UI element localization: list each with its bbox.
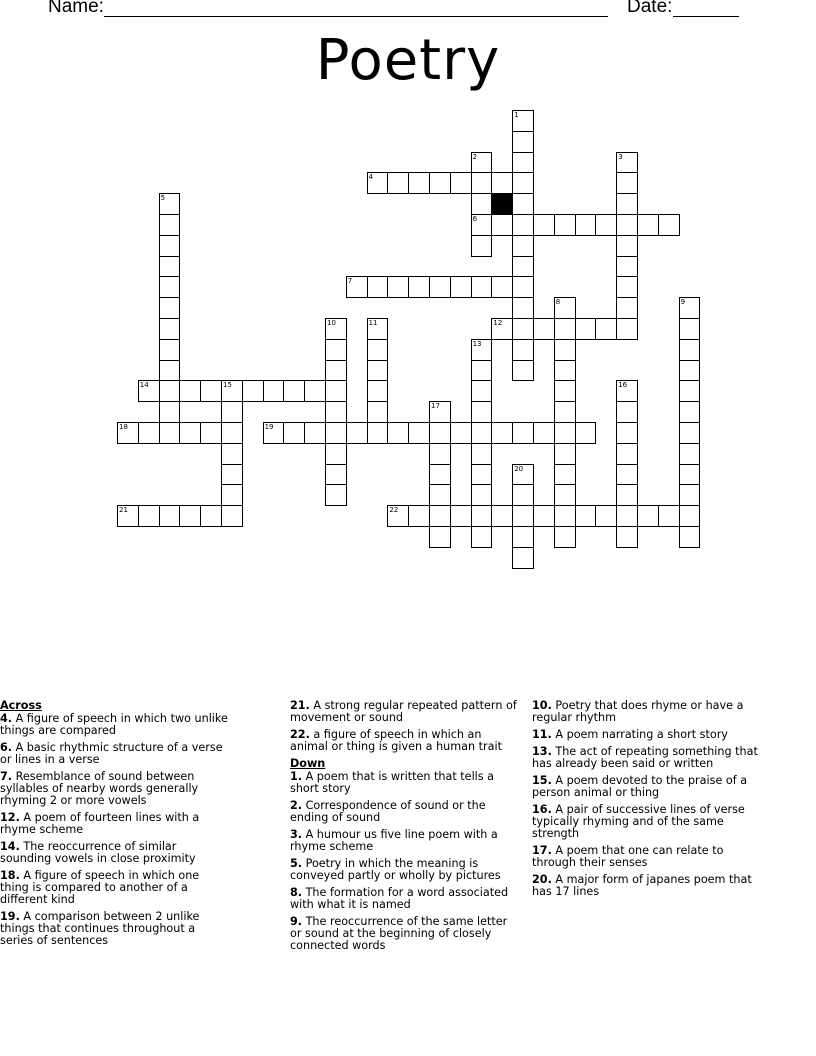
grid-cell[interactable]	[450, 422, 472, 444]
grid-cell[interactable]	[616, 214, 638, 236]
grid-cell[interactable]	[242, 380, 264, 402]
clue-number-label: 22.	[290, 728, 310, 741]
grid-cell[interactable]	[159, 380, 181, 402]
grid-cell[interactable]	[512, 360, 534, 382]
clue-number: 6	[472, 215, 478, 223]
clue-number-label: 17.	[532, 844, 552, 857]
grid-cell[interactable]	[491, 422, 513, 444]
grid-cell[interactable]	[159, 276, 181, 298]
clue-text: A comparison between 2 unlike things that continues throughout a series of sentences	[0, 910, 200, 947]
grid-cell[interactable]	[159, 256, 181, 278]
clue-number-label: 11.	[532, 728, 552, 741]
grid-cell[interactable]	[304, 422, 326, 444]
grid-cell[interactable]	[325, 464, 347, 486]
grid-cell[interactable]	[679, 464, 701, 486]
clue-item	[532, 746, 760, 770]
clue-number-label: 5.	[290, 857, 303, 870]
clue-item	[290, 858, 518, 882]
grid-cell[interactable]	[658, 505, 680, 527]
clue-item	[290, 829, 518, 853]
grid-cell[interactable]	[616, 526, 638, 548]
grid-cell[interactable]	[533, 422, 555, 444]
clue-number: 8	[555, 298, 561, 307]
grid-cell[interactable]	[471, 422, 493, 444]
clue-number-label: 1.	[290, 770, 303, 783]
grid-cell[interactable]	[471, 172, 493, 194]
grid-cell[interactable]	[512, 172, 534, 194]
grid-cell[interactable]	[554, 380, 576, 402]
grid-cell[interactable]	[387, 172, 409, 194]
grid-cell[interactable]	[616, 276, 638, 298]
clue-text: A poem that is written that tells a short story	[290, 770, 495, 795]
clue-number-label: 21.	[290, 699, 310, 712]
clues-column-2	[290, 700, 518, 957]
grid-cell[interactable]	[159, 422, 181, 444]
grid-cell[interactable]	[658, 214, 680, 236]
clue-number: 7	[347, 277, 353, 286]
grid-cell[interactable]	[367, 401, 389, 423]
clue-item	[0, 713, 228, 737]
grid-cell[interactable]	[179, 380, 201, 402]
clue-number: 18	[119, 423, 128, 431]
clue-number-label: 19.	[0, 910, 20, 923]
clue-number: 15	[223, 381, 232, 390]
clue-number-label: 20.	[532, 873, 552, 886]
grid-cell[interactable]	[554, 214, 576, 236]
across-heading: Across	[0, 699, 42, 712]
grid-cell[interactable]	[408, 422, 430, 444]
clues-column-3	[532, 700, 760, 903]
clue-number-label: 12.	[0, 811, 20, 824]
clue-number-label: 8.	[290, 886, 303, 899]
grid-cell[interactable]	[679, 505, 701, 527]
clue-text: A poem of fourteen lines with a rhyme scheme	[0, 811, 200, 836]
clue-number: 13	[472, 339, 482, 348]
grid-cell[interactable]	[221, 443, 243, 465]
clue-item	[290, 771, 518, 795]
grid-cell[interactable]	[616, 193, 638, 215]
grid-cell[interactable]	[679, 401, 701, 423]
clue-number: 12	[493, 319, 503, 327]
clue-text: A humour us five line poem with a rhyme scheme	[290, 828, 498, 853]
clue-number-label: 4.	[0, 712, 13, 725]
clue-number: 16	[618, 381, 628, 390]
grid-cell[interactable]	[554, 505, 576, 527]
grid-cell[interactable]	[679, 360, 701, 382]
grid-cell[interactable]	[616, 256, 638, 278]
clue-number: 14	[139, 381, 149, 390]
grid-cell[interactable]	[512, 214, 534, 236]
grid-cell[interactable]	[325, 484, 347, 506]
clue-number: 20	[514, 464, 524, 473]
grid-cell[interactable]	[575, 422, 597, 444]
grid-cell[interactable]	[595, 318, 617, 340]
grid-cell[interactable]	[554, 443, 576, 465]
clue-number: 19	[264, 423, 274, 431]
grid-cell[interactable]	[491, 276, 513, 298]
grid-cell[interactable]	[512, 339, 534, 361]
grid-cell[interactable]	[554, 360, 576, 382]
page-title: Poetry	[315, 28, 501, 93]
grid-cell[interactable]	[429, 276, 451, 298]
clue-text: The reoccurrence of the same letter or sound at the beginning of closely connected words	[290, 915, 508, 952]
grid-cell[interactable]	[471, 401, 493, 423]
grid-cell[interactable]	[429, 484, 451, 506]
grid-cell[interactable]	[179, 422, 201, 444]
grid-cell[interactable]	[616, 505, 638, 527]
clue-number: 11	[368, 319, 378, 327]
clue-number: 2	[472, 152, 478, 161]
grid-cell[interactable]	[491, 172, 513, 194]
grid-cell[interactable]	[159, 401, 181, 423]
clue-number-label: 9.	[290, 915, 303, 928]
grid-cell[interactable]	[200, 380, 222, 402]
clues-column-1	[0, 700, 228, 952]
grid-cell[interactable]	[595, 214, 617, 236]
grid-cell[interactable]	[512, 131, 534, 153]
grid-cell[interactable]	[429, 464, 451, 486]
grid-cell[interactable]	[616, 297, 638, 319]
name-label: Name:	[48, 0, 104, 17]
clue-number-label: 7.	[0, 770, 13, 783]
grid-cell[interactable]	[512, 318, 534, 340]
grid-cell[interactable]	[679, 339, 701, 361]
clue-text: Resemblance of sound between syllables of nearby words generally rhyming 2 or more vowels	[0, 770, 199, 807]
grid-cell[interactable]	[679, 380, 701, 402]
clue-text: Correspondence of sound or the ending of sound	[290, 799, 486, 824]
clue-item	[532, 700, 760, 724]
grid-cell[interactable]	[387, 422, 409, 444]
grid-cell[interactable]	[554, 526, 576, 548]
clue-item	[0, 911, 228, 947]
clue-text: A basic rhythmic structure of a verse or lines in a verse	[0, 741, 223, 766]
clue-number: 17	[431, 402, 440, 411]
clue-item	[0, 771, 228, 807]
clue-item	[532, 845, 760, 869]
grid-cell[interactable]	[159, 339, 181, 361]
grid-cell[interactable]	[616, 318, 638, 340]
grid-cell[interactable]	[325, 360, 347, 382]
grid-cell[interactable]	[346, 422, 368, 444]
clue-text: A strong regular repeated pattern of movement or sound	[290, 699, 517, 724]
grid-cell[interactable]	[283, 380, 305, 402]
grid-cell[interactable]	[471, 380, 493, 402]
clue-number-label: 13.	[532, 745, 552, 758]
grid-cell[interactable]	[325, 339, 347, 361]
grid-cell[interactable]	[554, 318, 576, 340]
grid-cell[interactable]	[283, 422, 305, 444]
grid-cell[interactable]	[138, 505, 160, 527]
clue-text: A figure of speech in which two unlike things are compared	[0, 712, 228, 737]
clue-number-label: 16.	[532, 803, 552, 816]
grid-cell[interactable]	[575, 318, 597, 340]
grid-cell[interactable]	[512, 193, 534, 215]
grid-cell[interactable]	[512, 235, 534, 257]
grid-cell[interactable]	[512, 256, 534, 278]
grid-cell[interactable]	[491, 505, 513, 527]
grid-cell[interactable]	[179, 505, 201, 527]
grid-cell[interactable]	[429, 526, 451, 548]
clue-number-label: 14.	[0, 840, 20, 853]
grid-cell[interactable]	[221, 422, 243, 444]
clue-text: A poem that one can relate to through their senses	[532, 844, 724, 869]
clue-number: 10	[327, 319, 336, 327]
grid-cell[interactable]	[533, 214, 555, 236]
date-label: Date:	[627, 0, 673, 17]
clue-number: 22	[389, 506, 399, 515]
grid-cell[interactable]	[325, 422, 347, 444]
grid-cell[interactable]	[221, 464, 243, 486]
grid-cell[interactable]	[471, 505, 493, 527]
grid-cell[interactable]	[512, 152, 534, 174]
clue-text: A pair of successive lines of verse typically rhyming and of the same strength	[532, 803, 745, 840]
grid-cell[interactable]	[471, 464, 493, 486]
grid-cell[interactable]	[221, 401, 243, 423]
grid-cell[interactable]	[679, 443, 701, 465]
grid-cell[interactable]	[637, 505, 659, 527]
clue-item	[290, 800, 518, 824]
clue-item	[0, 841, 228, 865]
clue-text: A figure of speech in which one thing is compared to another of a different kind	[0, 869, 200, 906]
grid-cell[interactable]	[408, 276, 430, 298]
grid-cell[interactable]	[159, 214, 181, 236]
clue-number-label: 10.	[532, 699, 552, 712]
clue-text: The reoccurrence of similar sounding vowels in close proximity	[0, 840, 196, 865]
grid-cell[interactable]	[575, 214, 597, 236]
grid-cell[interactable]	[533, 505, 555, 527]
grid-cell[interactable]	[512, 526, 534, 548]
grid-cell[interactable]	[159, 318, 181, 340]
grid-cell[interactable]	[616, 484, 638, 506]
grid-cell[interactable]	[616, 464, 638, 486]
clue-text: The act of repeating something that has already been said or written	[532, 745, 758, 770]
clue-number: 1	[514, 111, 519, 119]
clue-item	[532, 729, 760, 741]
grid-cell[interactable]	[221, 484, 243, 506]
grid-cell[interactable]	[159, 297, 181, 319]
grid-cell[interactable]	[429, 422, 451, 444]
grid-cell[interactable]	[471, 484, 493, 506]
grid-cell[interactable]	[200, 505, 222, 527]
grid-cell[interactable]	[221, 505, 243, 527]
grid-cell[interactable]	[325, 380, 347, 402]
clue-number: 9	[680, 298, 686, 307]
grid-cell[interactable]	[575, 505, 597, 527]
grid-cell[interactable]	[325, 401, 347, 423]
grid-cell[interactable]	[304, 380, 326, 402]
grid-cell[interactable]	[450, 505, 472, 527]
grid-cell[interactable]	[533, 318, 555, 340]
clue-number-label: 15.	[532, 774, 552, 787]
clue-number: 21	[119, 506, 128, 515]
grid-cell[interactable]	[471, 276, 493, 298]
grid-cell[interactable]	[200, 422, 222, 444]
grid-cell[interactable]	[554, 339, 576, 361]
clue-text: A poem narrating a short story	[551, 728, 728, 741]
grid-cell[interactable]	[554, 401, 576, 423]
clue-text: Poetry that does rhyme or have a regular rhythm	[532, 699, 744, 724]
grid-cell[interactable]	[450, 172, 472, 194]
clue-number-label: 2.	[290, 799, 303, 812]
grid-cell[interactable]	[512, 422, 534, 444]
grid-cell[interactable]	[471, 443, 493, 465]
clue-number-label: 3.	[290, 828, 303, 841]
grid-cell[interactable]	[408, 172, 430, 194]
grid-cell[interactable]	[429, 505, 451, 527]
grid-cell[interactable]	[554, 422, 576, 444]
grid-cell[interactable]	[450, 276, 472, 298]
clue-text: A major form of japanes poem that has 17 lines	[532, 873, 752, 898]
grid-cell[interactable]	[325, 443, 347, 465]
grid-cell[interactable]	[429, 172, 451, 194]
grid-cell[interactable]	[429, 443, 451, 465]
black-cell	[491, 193, 513, 215]
grid-cell[interactable]	[159, 235, 181, 257]
grid-cell[interactable]	[512, 505, 534, 527]
clue-text: Poetry in which the meaning is conveyed partly or wholly by pictures	[290, 857, 501, 882]
grid-cell[interactable]	[367, 360, 389, 382]
clue-item	[0, 812, 228, 836]
grid-cell[interactable]	[471, 526, 493, 548]
grid-cell[interactable]	[367, 422, 389, 444]
grid-cell[interactable]	[491, 214, 513, 236]
grid-cell[interactable]	[159, 360, 181, 382]
grid-cell[interactable]	[159, 505, 181, 527]
grid-cell[interactable]	[679, 484, 701, 506]
down-heading: Down	[290, 757, 326, 770]
clue-item	[0, 870, 228, 906]
clue-item	[290, 887, 518, 911]
grid-cell[interactable]	[512, 276, 534, 298]
grid-cell[interactable]	[616, 235, 638, 257]
clue-text: a figure of speech in which an animal or thing is given a human trait	[290, 728, 502, 753]
clue-item	[532, 874, 760, 898]
grid-cell[interactable]	[595, 505, 617, 527]
clue-text: The formation for a word associated with what it is named	[290, 886, 509, 911]
grid-cell[interactable]	[637, 214, 659, 236]
clue-number: 5	[160, 194, 166, 203]
grid-cell[interactable]	[367, 380, 389, 402]
grid-cell[interactable]	[616, 172, 638, 194]
grid-cell[interactable]	[512, 297, 534, 319]
grid-cell[interactable]	[138, 422, 160, 444]
grid-cell[interactable]	[471, 360, 493, 382]
clue-number: 4	[368, 173, 374, 182]
grid-cell[interactable]	[616, 422, 638, 444]
grid-cell[interactable]	[367, 276, 389, 298]
grid-cell[interactable]	[679, 526, 701, 548]
clue-number-label: 18.	[0, 869, 20, 882]
clue-item	[290, 700, 518, 724]
grid-cell[interactable]	[512, 547, 534, 569]
grid-cell[interactable]	[408, 505, 430, 527]
clue-item	[290, 916, 518, 952]
clue-number-label: 6.	[0, 741, 13, 754]
grid-cell[interactable]	[616, 401, 638, 423]
grid-cell[interactable]	[471, 235, 493, 257]
clue-item	[290, 729, 518, 753]
grid-cell[interactable]	[679, 318, 701, 340]
grid-cell[interactable]	[263, 380, 285, 402]
grid-cell[interactable]	[616, 443, 638, 465]
grid-cell[interactable]	[471, 193, 493, 215]
clue-item	[0, 742, 228, 766]
clue-text: A poem devoted to the praise of a person animal or thing	[532, 774, 748, 799]
grid-cell[interactable]	[367, 339, 389, 361]
clue-item	[532, 804, 760, 840]
grid-cell[interactable]	[679, 422, 701, 444]
clue-item	[532, 775, 760, 799]
grid-cell[interactable]	[554, 464, 576, 486]
clue-number: 3	[618, 152, 623, 161]
grid-cell[interactable]	[512, 484, 534, 506]
grid-cell[interactable]	[387, 276, 409, 298]
grid-cell[interactable]	[554, 484, 576, 506]
